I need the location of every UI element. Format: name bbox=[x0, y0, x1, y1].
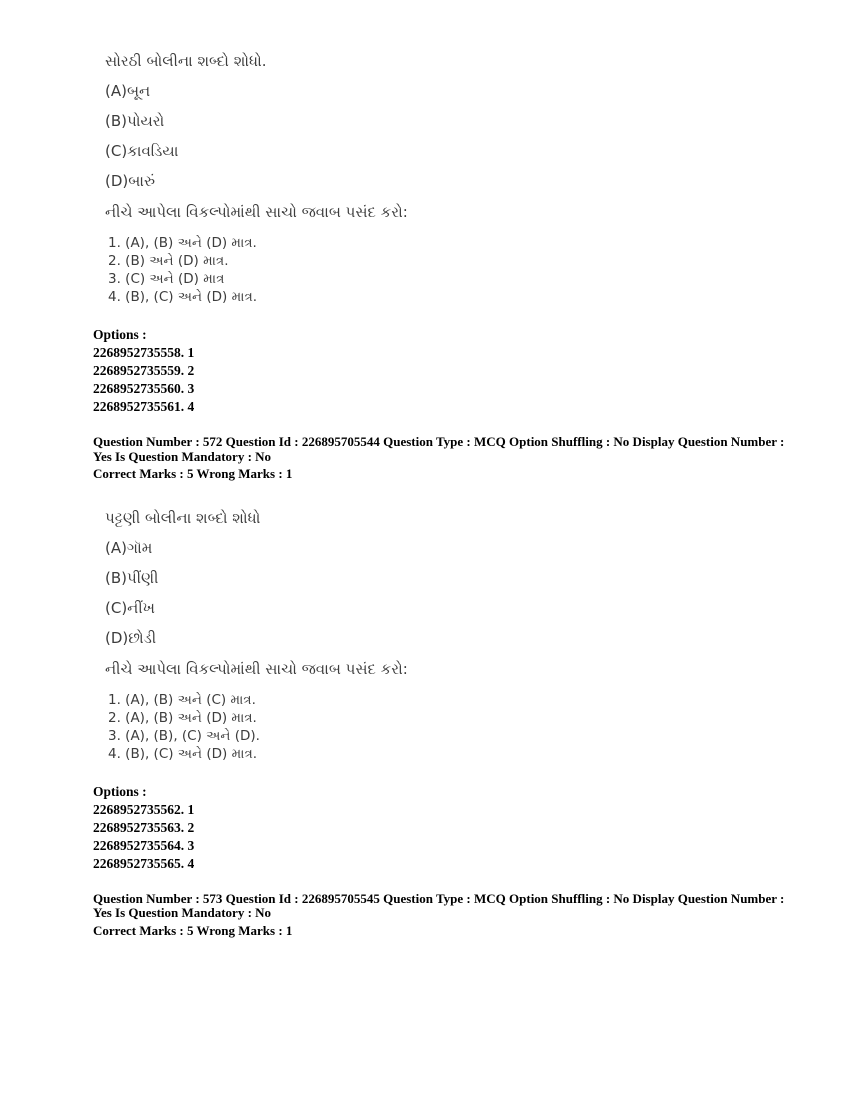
options-id-block bbox=[93, 783, 790, 873]
choice-d: (D)છોડી bbox=[105, 628, 157, 647]
question-block-2 bbox=[93, 509, 790, 873]
answer-instruction: નીચે આપેલા વિકલ્પોમાંથી સાચો જવાબ પસંદ કરો: bbox=[105, 203, 408, 221]
marks-line: Correct Marks : 5 Wrong Marks : 1 bbox=[93, 466, 293, 481]
question-prompt: પટ્ટણી બોલીના શબ્દો શોધો bbox=[105, 508, 261, 527]
numbered-option-3: 3. (A), (B), (C) અને (D). bbox=[108, 727, 260, 744]
option-id-1: 2268952735562. 1 bbox=[93, 801, 195, 817]
numbered-option-2: 2. (B) અને (D) માત્ર. bbox=[108, 253, 229, 269]
choice-d: (D)બારું bbox=[105, 172, 155, 190]
option-id-3: 2268952735560. 3 bbox=[93, 381, 195, 396]
numbered-options-list bbox=[108, 691, 790, 763]
question-573-header bbox=[93, 892, 790, 939]
options-id-block bbox=[93, 326, 790, 416]
numbered-option-1: 1. (A), (B) અને (D) માત્ર. bbox=[108, 235, 257, 251]
question-block-1 bbox=[93, 52, 790, 416]
numbered-option-4: 4. (B), (C) અને (D) માત્ર. bbox=[108, 289, 258, 305]
option-id-4: 2268952735561. 4 bbox=[93, 399, 195, 414]
choice-c: (C)નીંખ bbox=[105, 598, 155, 617]
option-id-3: 2268952735564. 3 bbox=[93, 837, 195, 853]
option-id-2: 2268952735563. 2 bbox=[93, 819, 195, 835]
choice-b: (B)પોયરો bbox=[105, 112, 165, 130]
numbered-option-4: 4. (B), (C) અને (D) માત્ર. bbox=[108, 745, 258, 762]
option-id-2: 2268952735559. 2 bbox=[93, 363, 195, 378]
answer-instruction: નીચે આપેલા વિકલ્પોમાંથી સાચો જવાબ પસંદ કરો: bbox=[105, 659, 408, 678]
question-meta-line: Question Number : 572 Question Id : 226895705544 Question Type : MCQ Option Shuffling : No Display Question Number : Yes Is Question Mandatory : No bbox=[93, 434, 785, 464]
choice-a: (A)ગૉમ bbox=[105, 538, 153, 557]
choice-b: (B)પીંણી bbox=[105, 568, 159, 587]
question-prompt: સોરઠી બોલીના શબ્દો શોધો. bbox=[105, 52, 267, 70]
options-heading: Options : bbox=[93, 327, 147, 342]
numbered-option-1: 1. (A), (B) અને (C) માત્ર. bbox=[108, 691, 256, 708]
choice-a: (A)બૂન bbox=[105, 82, 151, 100]
question-meta-line: Question Number : 573 Question Id : 226895705545 Question Type : MCQ Option Shuffling : No Display Question Number : Yes Is Question Mandatory : No bbox=[93, 890, 785, 920]
numbered-option-3: 3. (C) અને (D) માત્ર bbox=[108, 271, 225, 287]
numbered-options-list bbox=[108, 234, 790, 306]
option-id-4: 2268952735565. 4 bbox=[93, 855, 195, 871]
numbered-option-2: 2. (A), (B) અને (D) માત્ર. bbox=[108, 709, 257, 726]
choice-c: (C)કાવડિયા bbox=[105, 142, 179, 160]
question-572-header bbox=[93, 435, 790, 482]
options-heading: Options : bbox=[93, 783, 147, 799]
marks-line: Correct Marks : 5 Wrong Marks : 1 bbox=[93, 922, 293, 938]
option-id-1: 2268952735558. 1 bbox=[93, 345, 195, 360]
